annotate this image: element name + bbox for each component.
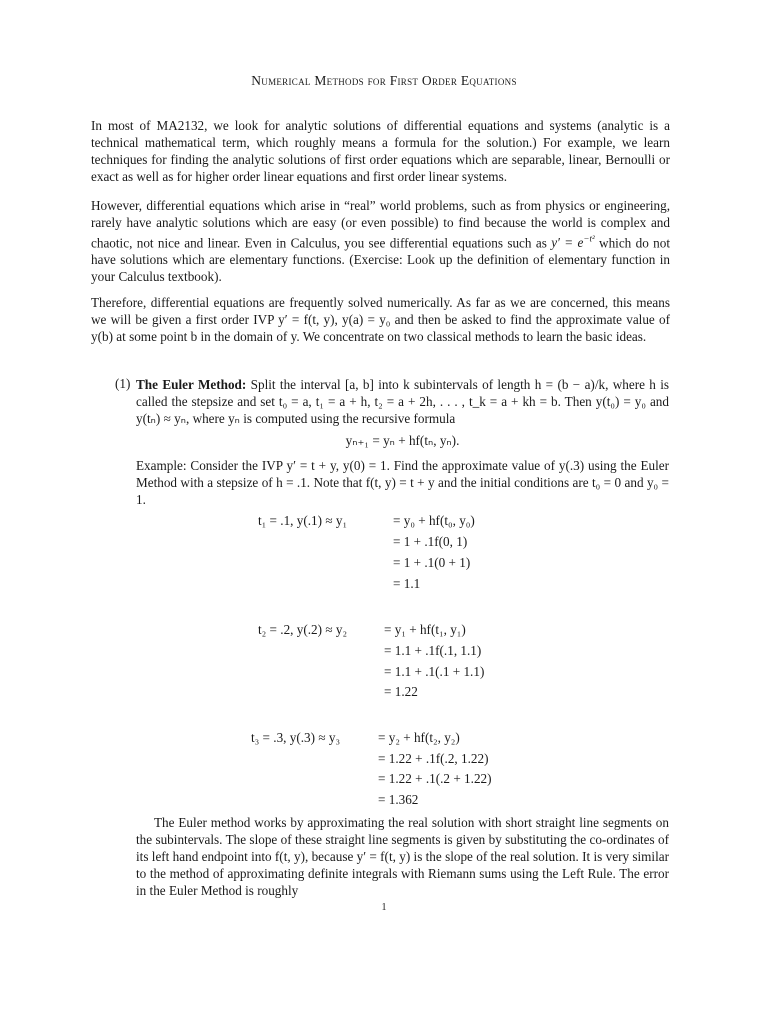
inline-equation: $y' = e^{-t^2}$ (551, 234, 595, 251)
step-3-lhs: t₃ = .3, y(.3) ≈ y₃ (251, 730, 341, 745)
list-item-number: (1) (115, 376, 131, 391)
step-2-line: = 1.22 (384, 684, 418, 699)
example-text: Example: Consider the IVP y′ = t + y, y(0) = 1. Find the approximate value of y(.3) using the Euler Method with a stepsize of h = .1. Note that f(t, y) = t + y and the initial conditions are t₀ = 0 and y₀ = 1. (136, 458, 669, 507)
step-2-line: = 1.1 + .1(.1 + 1.1) (384, 664, 485, 679)
paragraph-real-world (91, 197, 670, 285)
step-3-line: = y₂ + hf(t₂, y₂) (378, 730, 460, 745)
step-3-line: = 1.362 (378, 792, 419, 807)
step-2-line: = y₁ + hf(t₁, y₁) (384, 622, 466, 637)
step-2-line: = 1.1 + .1f(.1, 1.1) (384, 643, 482, 658)
euler-method-text: Split the interval [a, b] into k subintervals of length h = (b − a)/k, where h is called the stepsize and set t₀ = a, t₁ = a + h, t₂ = a + 2h, . . . , t_k = a + kh = b. Then y(t₀) = y₀ and y(tₙ) ≈ yₙ, where yₙ is computed using the recursive formula (136, 377, 670, 426)
step-1-line: = y₀ + hf(t₀, y₀) (393, 513, 475, 528)
page-title: Numerical Methods for First Order Equations (251, 73, 517, 88)
closing-paragraph: The Euler method works by approximating the real solution with short straight line segments on the subintervals. The slope of these straight line segments is given by substituting the co-ordinates of its left hand endpoint into f(t, y), because y′ = f(t, y) is the slope of the real solution. It is very similar to the method of approximating definite integrals with Riemann sums using the Left Rule. The error in the Euler Method is roughly (136, 815, 669, 898)
step-1-line: = 1 + .1(0 + 1) (393, 555, 471, 570)
step-1-lhs: t₁ = .1, y(.1) ≈ y₁ (258, 513, 348, 528)
page-number: 1 (381, 902, 387, 913)
euler-method-description (136, 376, 669, 427)
step-1-line: = 1.1 (393, 576, 421, 591)
paragraph-real-world-text: However, differential equations which arise in “real” world problems, such as from physics or engineering, rarely have analytic solutions which are easy (or even possible) to find because the world is complex and chaotic, not nice and linear. Even in Calculus, you see differential equations such as (91, 198, 670, 251)
paragraph-numerical: Therefore, differential equations are frequently solved numerically. As far as we are concerned, this means we will be given a first order IVP y′ = f(t, y), y(a) = y₀ and then be asked to find the approximate value of y(b) at some point b in the domain of y. We concentrate on two classical methods to learn the basic ideas. (91, 295, 670, 344)
paragraph-intro: In most of MA2132, we look for analytic solutions of differential equations and systems (analytic is a technical mathematical term, which roughly means a formula for the solution.) For example, we learn techniques for finding the analytic solutions of first order equations which are separable, linear, Bernoulli or exact as well as for higher order linear equations and first order linear systems. (91, 118, 670, 184)
step-3-line: = 1.22 + .1(.2 + 1.22) (378, 771, 492, 786)
step-1-line: = 1 + .1f(0, 1) (393, 534, 468, 549)
step-2-lhs: t₂ = .2, y(.2) ≈ y₂ (258, 622, 348, 637)
euler-method-heading: The Euler Method: (136, 377, 247, 392)
paragraph-real-world-text-2: which do not have solutions which are elementary functions. (Exercise: Look up the definition of elementary function in your Calculus textbook). (91, 235, 671, 285)
step-3-line: = 1.22 + .1f(.2, 1.22) (378, 751, 489, 766)
recursive-formula: yₙ₊₁ = yₙ + hf(tₙ, yₙ). (345, 433, 460, 448)
